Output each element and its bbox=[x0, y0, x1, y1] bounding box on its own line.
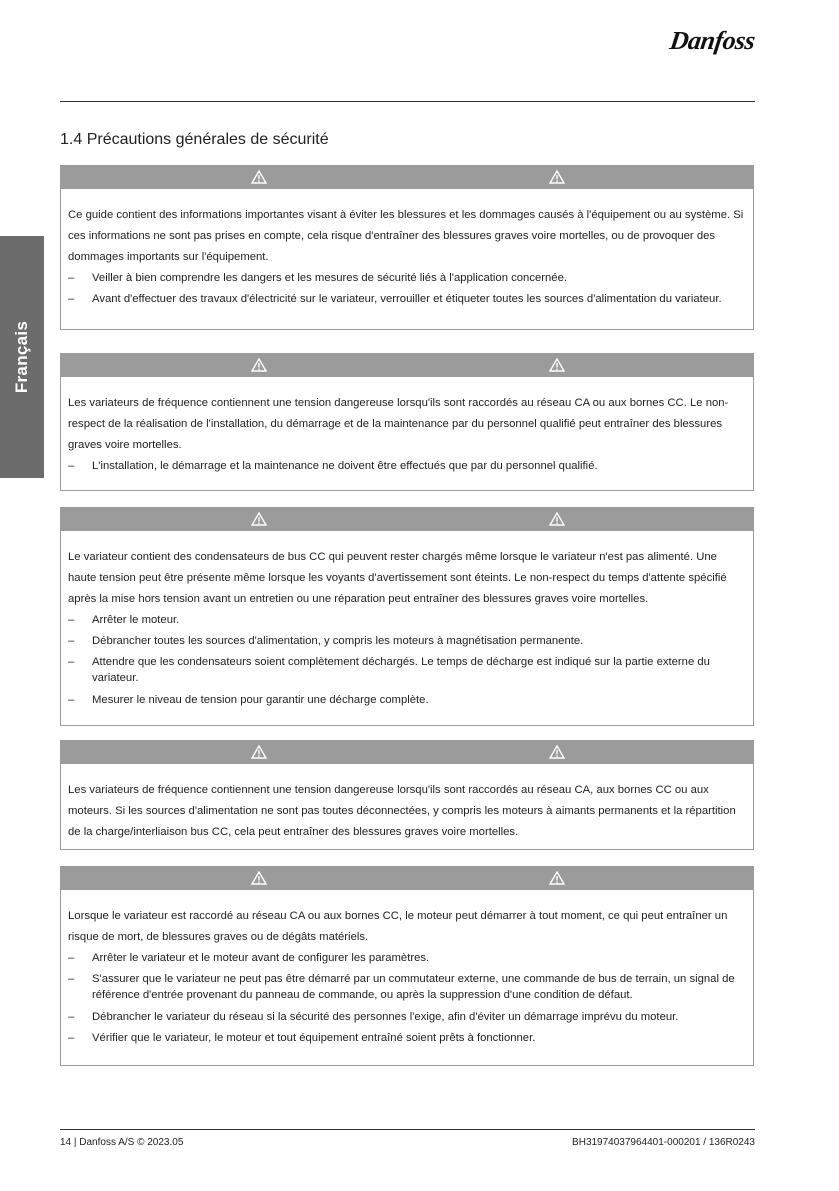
warning-triangle-icon bbox=[251, 512, 267, 526]
warning-box bbox=[60, 507, 754, 726]
warning-text: Lorsque le variateur est raccordé au réseau CA ou aux bornes CC, le moteur peut démarrer à tout moment, ce qui peut entraîner un risque de mort, de blessures graves ou de dégâts matériels. bbox=[68, 910, 728, 943]
list-item: – Débrancher toutes les sources d'alimentation, y compris les moteurs à magnétisation permanente. bbox=[68, 631, 746, 652]
list-item: – Débrancher le variateur du réseau si la sécurité des personnes l'exige, afin d'éviter un démarrage imprévu du moteur. bbox=[68, 1007, 746, 1028]
warning-header bbox=[61, 741, 753, 764]
warning-header bbox=[61, 354, 753, 377]
warning-triangle-icon bbox=[251, 358, 267, 372]
footer-divider bbox=[60, 1129, 755, 1130]
warning-text: Les variateurs de fréquence contiennent une tension dangereuse lorsqu'ils sont raccordés au réseau CA ou aux bornes CC. Le non-respect de la réalisation de l'installation, du démarrage et de la maintenance par du personnel qualifié peut entraîner des blessures graves voire mortelles. bbox=[68, 397, 729, 451]
list-item: – Vérifier que le variateur, le moteur et tout équipement entraîné soient prêts à fonctionner. bbox=[68, 1028, 746, 1049]
warning-text: Le variateur contient des condensateurs de bus CC qui peuvent rester chargés même lorsque le variateur n'est pas alimenté. Une haute tension peut être présente même lorsque les voyants d'avertissement sont éteints. Le non-respect du temps d'attente spécifié après la mise hors tension avant un entretien ou une réparation peut entraîner des blessures graves voire mortelles. bbox=[68, 551, 727, 605]
list-item: – Mesurer le niveau de tension pour garantir une décharge complète. bbox=[68, 690, 746, 711]
warning-box bbox=[60, 165, 754, 330]
list-item: – Arrêter le variateur et le moteur avant de configurer les paramètres. bbox=[68, 948, 746, 969]
list-item: – Attendre que les condensateurs soient complètement déchargés. Le temps de décharge est indiqué sur la partie externe du variateur. bbox=[68, 654, 746, 686]
warning-triangle-icon bbox=[549, 170, 565, 184]
warning-triangle-icon bbox=[549, 358, 565, 372]
header-divider bbox=[60, 101, 755, 102]
language-tab bbox=[0, 236, 44, 478]
warning-triangle-icon bbox=[549, 745, 565, 759]
warning-text: Ce guide contient des informations importantes visant à éviter les blessures et les dommages causés à l'équipement ou au système. Si ces informations ne sont pas prises en compte, cela risque d'entraîner des blessures graves voire mortelles, ou de provoquer des dommages importants sur l'équipement. bbox=[68, 209, 744, 263]
warning-header bbox=[61, 166, 753, 189]
list-item: – S'assurer que le variateur ne peut pas être démarré par un commutateur externe, une commande de bus de terrain, un signal de référence d'entrée provenant du panneau de commande, ou après la suppression d'une condition de défaut. bbox=[68, 971, 746, 1003]
list-item: – L'installation, le démarrage et la maintenance ne doivent être effectués que par du personnel qualifié. bbox=[68, 456, 746, 477]
warning-box bbox=[60, 353, 754, 491]
warning-box bbox=[60, 740, 754, 850]
warning-box bbox=[60, 866, 754, 1066]
warning-triangle-icon bbox=[549, 871, 565, 885]
section-title: 1.4 Précautions générales de sécurité bbox=[60, 131, 329, 148]
list-item: – Avant d'effectuer des travaux d'électricité sur le variateur, verrouiller et étiqueter toutes les sources d'alimentation du variateur. bbox=[68, 291, 746, 307]
warning-triangle-icon bbox=[251, 170, 267, 184]
warning-header bbox=[61, 867, 753, 890]
language-tab-label: Français bbox=[12, 320, 31, 394]
list-item: – Arrêter le moteur. bbox=[68, 610, 746, 631]
danfoss-logo: Danfoss bbox=[668, 26, 758, 55]
footer-document-id: BH31974037964401-000201 / 136R0243 bbox=[572, 1137, 755, 1148]
list-item: – Veiller à bien comprendre les dangers et les mesures de sécurité liés à l'application concernée. bbox=[68, 268, 746, 289]
warning-triangle-icon bbox=[251, 745, 267, 759]
warning-text: Les variateurs de fréquence contiennent une tension dangereuse lorsqu'ils sont raccordés au réseau CA, aux bornes CC ou aux moteurs. Si les sources d'alimentation ne sont pas toutes déconnectées, y compris les moteurs à aimants permanents et la répartition de la charge/interliaison bus CC, cela peut entraîner des blessures graves voire mortelles. bbox=[68, 784, 736, 838]
warning-triangle-icon bbox=[549, 512, 565, 526]
warning-header bbox=[61, 508, 753, 531]
footer-page-info: 14 | Danfoss A/S © 2023.05 bbox=[60, 1137, 184, 1148]
warning-triangle-icon bbox=[251, 871, 267, 885]
